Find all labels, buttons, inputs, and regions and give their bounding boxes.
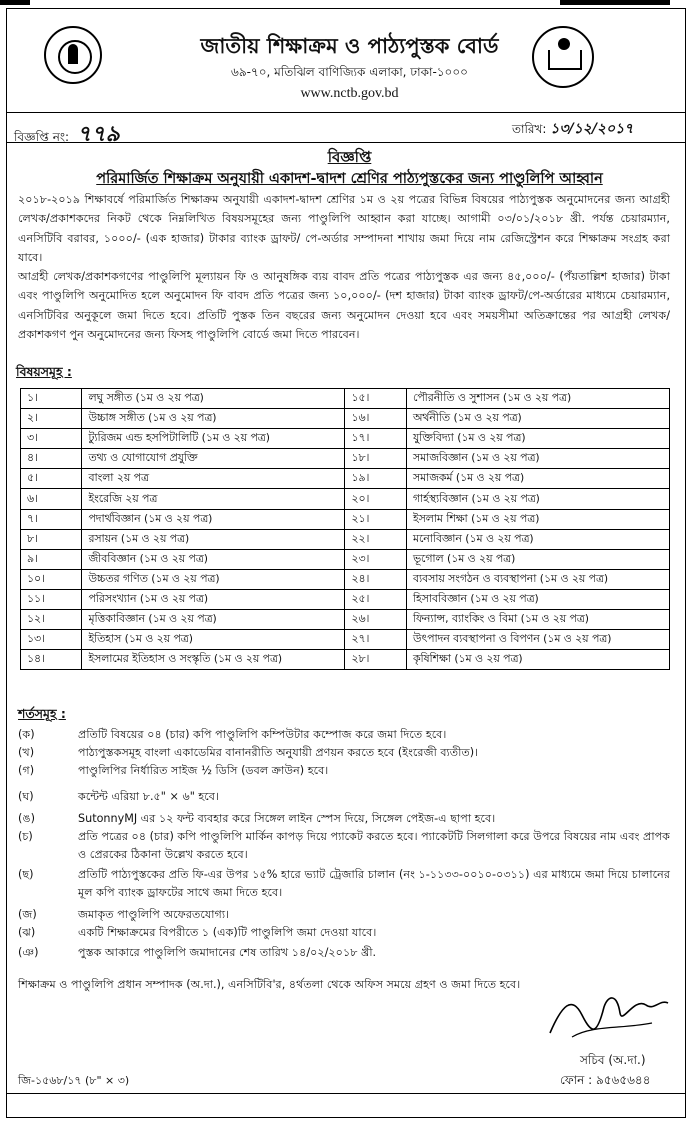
subject-name: ফিন্যান্স, ব্যাংকিং ও বিমা (১ম ও ২য় পত্র) [406,610,669,630]
table-row [21,650,670,670]
subject-name: ভূগোল (১ম ও ২য় পত্র) [406,549,669,569]
subject-name: লঘু সঙ্গীত (১ম ও ২য় পত্র) [82,389,345,409]
date-label: তারিখ: [512,122,547,136]
subject-name: গার্হস্থ্যবিজ্ঞান (১ম ও ২য় পত্র) [406,489,669,509]
subject-name: পদার্থবিজ্ঞান (১ম ও ২য় পত্র) [82,509,345,529]
subject-number: ৫। [21,469,82,489]
condition-key: (খ) [18,746,35,759]
paragraph-intro: ২০১৮-২০১৯ শিক্ষাবর্ষে পরিমার্জিত শিক্ষাক্রম অনুযায়ী একাদশ-দ্বাদশ শ্রেণির ১ম ও ২য় পত্রের বিভিন্ন বিষয়ের পাঠ্যপুস্তক অনুমোদনের জন্য আগ্রহী লেখক/প্রকাশকদের নিকট থেকে নিম্নলিখিত বিষয়সমূহের জন্য পাণ্ডুলিপি আহ্বান করা যাচ্ছে। আগামী ০৩/০১/২০১৮ খ্রী. পর্যন্ত চেয়ারম্যান, এনসিটিবি বরাবর, ১০০০/- (এক হাজার) টাকার ব্যাংক ড্রাফট/ পে-অর্ডার সম্পাদনা শাখায় জমা দিয়ে নাম রেজিস্ট্রেশন করে শিক্ষাক্রম সংগ্রহ করা যাবে। [18,193,670,264]
ad-code: জি-১৫৬৮/১৭ (৮" × ৩) [18,1074,130,1087]
conditions-heading: শর্তসমূহ : [18,706,66,721]
subject-number: ৩। [21,429,82,449]
top-strip-block-right [560,0,670,5]
table-row [21,469,670,489]
table-row [21,409,670,429]
condition-text: কন্টেন্ট এরিয়া ৮.৫" × ৬" হবে। [78,790,220,803]
subject-number: ২৭। [345,630,406,650]
signature-image [542,985,672,1045]
condition-key: (জ) [18,908,37,921]
condition-key: (ঘ) [18,790,34,803]
condition-key: (ঞ) [18,946,39,959]
subject-number: ৮। [21,529,82,549]
condition-text: জমাকৃত পাণ্ডুলিপি অফেরতযোগ্য। [78,908,230,921]
subject-name: উচ্চাঙ্গ সঙ্গীত (১ম ও ২য় পত্র) [82,409,345,429]
condition-key: (চ) [18,830,33,843]
subject-name: ইসলামের ইতিহাস ও সংস্কৃতি (১ম ও ২য় পত্র) [82,650,345,670]
divider [6,1093,686,1094]
subject-name: বাংলা ২য় পত্র [82,469,345,489]
subject-number: ২৩। [345,549,406,569]
condition-text: পুস্তক আকারে পাণ্ডুলিপি জমাদানের শেষ তারিখ ১৪/০২/২০১৮ খ্রী. [78,946,377,959]
condition-text: পাণ্ডুলিপির নির্ধারিত সাইজ ½ ডিসি (ডবল ক্রাউন) হবে। [78,764,329,777]
subject-number: ৪। [21,449,82,469]
condition-key: (ছ) [18,868,34,881]
subject-number: ১১। [21,589,82,609]
subject-name: মৃত্তিকাবিজ্ঞান (১ম ও ২য় পত্র) [82,610,345,630]
reference-value: ৭৭৯ [76,121,120,147]
subject-name: উচ্চতর গণিত (১ম ও ২য় পত্র) [82,569,345,589]
subject-name: ইসলাম শিক্ষা (১ম ও ২য় পত্র) [406,509,669,529]
table-row [21,549,670,569]
subject-name: তথ্য ও যোগাযোগ প্রযুক্তি [82,449,345,469]
org-address: ৬৯-৭০, মতিঝিল বাণিজ্যিক এলাকা, ঢাকা-১০০০ [231,65,468,79]
condition-text: প্রতি পত্রের ০৪ (চার) কপি পাণ্ডুলিপি মার্কিন কাপড় দিয়ে প্যাকেট করতে হবে। প্যাকেটটি সিলগালা করে উপরে বিষয়ের নাম এবং প্রাপক ও প্রেরকের ঠিকানা উল্লেখ করতে হবে। [78,830,670,861]
table-row [21,630,670,650]
subject-name: যুক্তিবিদ্যা (১ম ও ২য় পত্র) [406,429,669,449]
condition-key: (গ) [18,764,35,777]
signatory-title: সচিব (অ.দা.) [580,1053,646,1067]
subject-number: ১৩। [21,630,82,650]
notice-subject: পরিমার্জিত শিক্ষাক্রম অনুযায়ী একাদশ-দ্বাদশ শ্রেণির পাঠ্যপুস্তকের জন্য পাণ্ডুলিপি আহ্বান [96,171,603,187]
condition-text: পাঠ্যপুস্তকসমূহ বাংলা একাডেমির বানানরীতি অনুযায়ী প্রণয়ন করতে হবে (ইংরেজী ব্যতীত)। [78,746,479,759]
subject-name: পরিসংখ্যান (১ম ও ২য় পত্র) [82,589,345,609]
subject-number: ৭। [21,509,82,529]
condition-key: (ক) [18,728,35,741]
subject-number: ১৬। [345,409,406,429]
table-row [21,429,670,449]
subject-name: কৃষিশিক্ষা (১ম ও ২য় পত্র) [406,650,669,670]
subject-number: ২৪। [345,569,406,589]
subject-name: মনোবিজ্ঞান (১ম ও ২য় পত্র) [406,529,669,549]
subject-number: ২১। [345,509,406,529]
subject-name: ট্যুরিজম এন্ড হসপিটালিটি (১ম ও ২য় পত্র) [82,429,345,449]
subject-number: ৯। [21,549,82,569]
table-row [21,449,670,469]
subject-name: ইতিহাস (১ম ও ২য় পত্র) [82,630,345,650]
subject-number: ১৯। [345,469,406,489]
subject-number: ১২। [21,610,82,630]
org-name: জাতীয় শিক্ষাক্রম ও পাঠ্যপুস্তক বোর্ড [200,33,499,58]
subject-name: অর্থনীতি (১ম ও ২য় পত্র) [406,409,669,429]
table-row [21,489,670,509]
subject-number: ২৫। [345,589,406,609]
condition-text: প্রতিটি পাঠ্যপুস্তকের প্রতি ফি-এর উপর ১৫% হারে ভ্যাট ট্রেজারি চালান (নং ১-১১৩৩-০০১০-০৩১১) এর মাধ্যমে জমা দিয়ে চালানের মূল কপি ব্যাংক ড্রাফটের সাথে জমা দিতে হবে। [78,868,670,899]
paragraph-fees: আগ্রহী লেখক/প্রকাশকগণের পাণ্ডুলিপি মূল্যায়ন ফি ও আনুষঙ্গিক ব্যয় বাবদ প্রতি পত্রের পাঠ্যপুস্তক এর জন্য ৪৫,০০০/- (পঁয়তাল্লিশ হাজার) টাকা এবং পাণ্ডুলিপি অনুমোদিত হলে অনুমোদন ফি বাবদ প্রতি পত্রের জন্য ১০,০০০/- (দশ হাজার) টাকা ব্যাংক ড্রাফট/পে-অর্ডারের মাধ্যমে চেয়ারম্যান, এনসিটিবির অনুকূলে জমা দিতে হবে। প্রতিটি পুস্তক তিন বছরের জন্য অনুমোদন দেওয়া হবে এবং সময়সীমা অতিক্রান্তের পর আগ্রহী লেখক/প্রকাশকগণ পুন অনুমোদনের জন্য ফিসহ পাণ্ডুলিপি বোর্ডে জমা দিতে পারবেন। [18,270,670,341]
subject-name: ব্যবসায় সংগঠন ও ব্যবস্থাপনা (১ম ও ২য় পত্র) [406,569,669,589]
table-row [21,589,670,609]
condition-key: (ঝ) [18,926,36,939]
reference-label: বিজ্ঞপ্তি নং: [14,130,70,144]
subject-name: ইংরেজি ২য় পত্র [82,489,345,509]
subject-name: উৎপাদন ব্যবস্থাপনা ও বিপণন (১ম ও ২য় পত্র) [406,630,669,650]
top-strip-block-left [0,0,30,5]
subject-name: সমাজবিজ্ঞান (১ম ও ২য় পত্র) [406,449,669,469]
subjects-table [20,388,670,670]
notice-title: বিজ্ঞপ্তি [327,148,372,166]
top-strip [0,0,699,8]
subject-name: সমাজকর্ম (১ম ও ২য় পত্র) [406,469,669,489]
subjects-heading: বিষয়সমূহ : [16,364,72,379]
subject-number: ১। [21,389,82,409]
table-row [21,509,670,529]
signature-icon [542,985,672,1045]
subject-name: হিসাববিজ্ঞান (১ম ও ২য় পত্র) [406,589,669,609]
subject-name: রসায়ন (১ম ও ২য় পত্র) [82,529,345,549]
subject-number: ২২। [345,529,406,549]
subject-number: ২। [21,409,82,429]
subject-number: ৬। [21,489,82,509]
condition-text: SutonnyMJ এর ১২ ফন্ট ব্যবহার করে সিঙ্গেল লাইন স্পেস দিয়ে, সিঙ্গেল পেইজ-এ ছাপা হবে। [78,812,496,825]
table-row [21,610,670,630]
divider [6,112,686,113]
subject-number: ১৪। [21,650,82,670]
subject-number: ১০। [21,569,82,589]
subject-number: ২৬। [345,610,406,630]
subject-number: ২৮। [345,650,406,670]
table-row [21,389,670,409]
condition-text: প্রতিটি বিষয়ের ০৪ (চার) কপি পাণ্ডুলিপি কম্পিউটার কম্পোজ করে জমা দিতে হবে। [78,728,447,741]
divider [6,142,686,143]
subject-number: ১৭। [345,429,406,449]
subject-number: ১৫। [345,389,406,409]
subject-name: পৌরনীতি ও সুশাসন (১ম ও ২য় পত্র) [406,389,669,409]
table-row [21,569,670,589]
notice-date [512,117,633,141]
final-instruction: শিক্ষাক্রম ও পাণ্ডুলিপি প্রধান সম্পাদক (অ.দা.), এনসিটিবি'র, ৪র্থতলা থেকে অফিস সময়ে গ্রহণ ও জমা দিতে হবে। [18,978,521,991]
subject-number: ২০। [345,489,406,509]
subject-name: জীববিজ্ঞান (১ম ও ২য় পত্র) [82,549,345,569]
condition-text: একটি শিক্ষাক্রমের বিপরীতে ১ (এক)টি পাণ্ডুলিপি জমা দেওয়া যাবে। [78,926,377,939]
condition-key: (ঙ) [18,812,35,825]
table-row [21,529,670,549]
phone-number: ফোন : ৯৫৬৫৬৪৪ [560,1073,651,1087]
org-website: www.nctb.gov.bd [300,86,399,101]
subject-number: ১৮। [345,449,406,469]
date-value: ১৩/১২/২০১৭ [550,121,634,137]
